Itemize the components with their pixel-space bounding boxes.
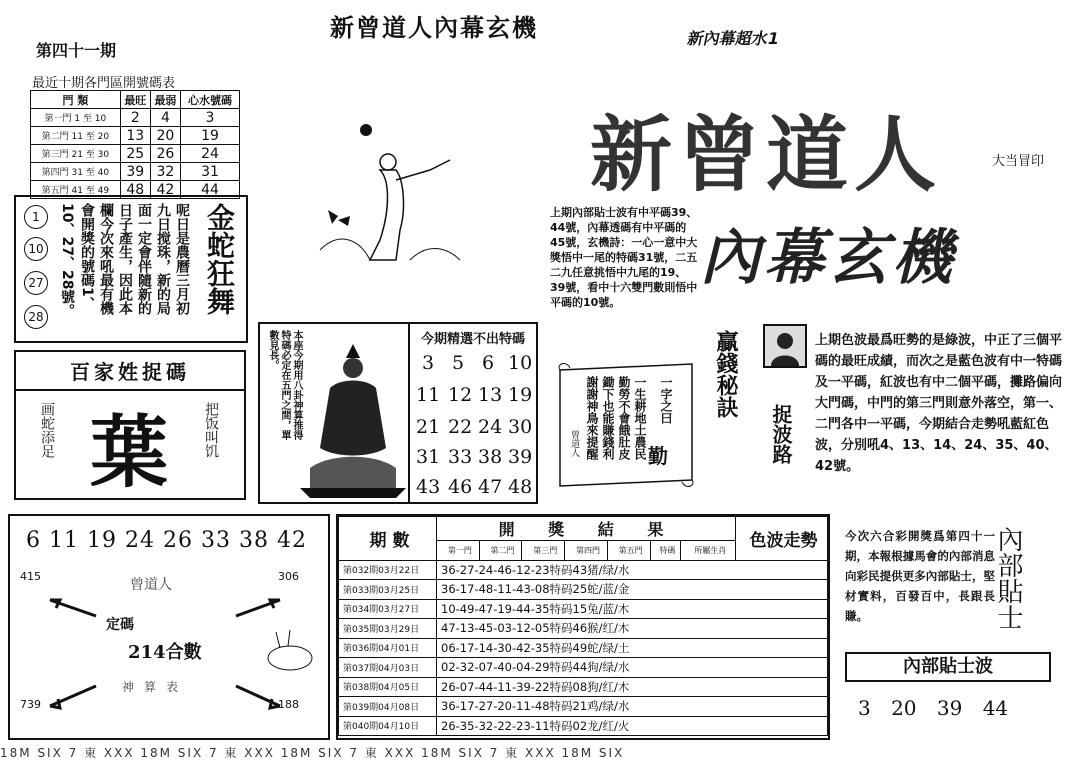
result-cell: 47-13-45-03-12-05特码46猴/红/木 (437, 619, 828, 639)
pick-cell: 44 (181, 181, 240, 199)
period-cell: 第033期03月25日 (339, 580, 437, 600)
recommend-number: 31 (416, 446, 441, 468)
big-title-line1: 新曾道人 (590, 107, 943, 203)
cold-cell: 26 (150, 145, 180, 163)
surname-title: 百家姓捉碼 (16, 356, 244, 391)
header-tag: 新內幕超水1 (685, 29, 781, 48)
catch-wave-label: 捉波路 (769, 404, 793, 464)
trend-header: 色波走勢 (736, 517, 828, 561)
luck-number: 38 (239, 528, 269, 553)
recommend-number: 10 (508, 352, 533, 374)
proverb-line: 謝謝神鳥來提醒 (585, 376, 599, 460)
last10-title: 最近十期各門區開號碼表 (32, 76, 176, 91)
period-cell: 第035期03月29日 (339, 619, 437, 639)
header-cell: 心水號碼 (181, 91, 240, 109)
table-row (31, 163, 240, 181)
header-cell: 最旺 (120, 91, 150, 109)
recommend-box (408, 322, 538, 504)
period-cell: 第040期04月10日 (339, 716, 437, 736)
door-cell: 第二門 11 至 20 (31, 127, 121, 145)
recommend-number: 19 (508, 384, 533, 406)
recommend-number: 21 (416, 416, 441, 438)
recommend-number: 47 (478, 476, 503, 498)
last-period-text: 上期內部貼士波有中平碼39、44號，內幕透碼有中平碼的45號，玄機詩：一心一意中大獎悟中一尾的特碼31號，二五二九任意挑悟中九尾的19、39號，看中十六雙門數則悟中平碼的10號。 (550, 206, 698, 309)
recommend-number: 6 (482, 352, 495, 374)
recommend-number: 39 (508, 446, 533, 468)
result-cell: 36-17-48-11-43-08特码25蛇/蓝/金 (437, 580, 828, 600)
number-line: 10、27、28號。 (59, 203, 75, 318)
proverb-line: 勤勞不會餓肚皮 (617, 376, 631, 460)
column-text: 面一定會伴隨新的 (136, 203, 152, 315)
result-cell: 06-17-14-30-42-35特码49蛇/绿/土 (437, 638, 828, 658)
result-cell: 36-27-24-46-12-23特码43猪/绿/水 (437, 560, 828, 580)
period-cell: 第036期04月01日 (339, 638, 437, 658)
corner-number: 739 (20, 698, 41, 711)
recommend-number: 38 (478, 446, 503, 468)
subheader-cell: 所屬生肖 (681, 541, 736, 561)
recommend-number: 46 (448, 476, 473, 498)
scholar-illustration (300, 110, 470, 280)
big-title-line2: 內幕玄機 (700, 223, 956, 293)
subheader-cell: 第三門 (522, 541, 565, 561)
period-cell: 第038期04月05日 (339, 677, 437, 697)
recommend-number: 22 (448, 416, 473, 438)
result-cell: 10-49-47-19-44-35特码15兔/蓝/木 (437, 599, 828, 619)
table-row (339, 716, 828, 736)
cold-cell: 42 (150, 181, 180, 199)
pick-cell: 19 (181, 127, 240, 145)
side-label: 金蛇狂舞 (203, 203, 236, 315)
left-phrase-a: 画蛇 (39, 402, 55, 430)
cold-cell: 32 (150, 163, 180, 181)
subheader-cell: 第一門 (437, 541, 480, 561)
circle-number-box (14, 195, 248, 343)
recommend-number: 13 (478, 384, 503, 406)
footer-strip: 18M SIX 7 東 XXX 18M SIX 7 東 XXX 18M SIX 7 東 XXX 18M SIX 7 東 XXX 18M SIX (0, 746, 625, 760)
period-header: 期 數 (339, 517, 437, 561)
avatar (763, 324, 807, 368)
deity-illustration (300, 338, 406, 498)
door-cell: 第三門 21 至 30 (31, 145, 121, 163)
period-cell: 第037期04月03日 (339, 658, 437, 678)
hot-cell: 48 (120, 181, 150, 199)
right-phrase (202, 402, 220, 458)
table-row (339, 658, 828, 678)
recommend-number: 33 (448, 446, 473, 468)
hot-cell: 2 (120, 109, 150, 127)
table-row (31, 145, 240, 163)
result-cell: 26-07-44-11-39-22特码08狗/红/木 (437, 677, 828, 697)
sum-label: 214合數 (128, 642, 202, 663)
luck-number: 42 (277, 528, 307, 553)
circle-number: 1 (24, 205, 48, 229)
recommend-number: 3 (422, 352, 435, 374)
bottom-caption: 神算表 (122, 680, 189, 694)
period-cell: 第039期04月08日 (339, 697, 437, 717)
issue-number: 第四十一期 (36, 41, 117, 60)
results-table (338, 516, 828, 736)
recommend-title: 今期精選不出特碼 (420, 332, 525, 347)
luck-number: 33 (201, 528, 231, 553)
recommend-number: 12 (448, 384, 473, 406)
left-phrase-b: 添足 (39, 430, 55, 458)
left-phrase (38, 402, 56, 458)
column-text: 欄今次來吼最有機 (98, 203, 114, 315)
luck-number: 19 (87, 528, 117, 553)
recommend-number: 48 (508, 476, 533, 498)
table-row (339, 697, 828, 717)
recommend-number: 24 (478, 416, 503, 438)
period-cell: 第032期03月22日 (339, 560, 437, 580)
subheader-cell: 第二門 (479, 541, 522, 561)
door-cell: 第五門 41 至 49 (31, 181, 121, 199)
tip-text: 今次六合彩開獎爲第四十一期，本報根據馬會的內部消息向彩民提供更多內部貼士，堅材實料，百發百中，長跟長賺。 (845, 529, 995, 623)
table-row (31, 127, 240, 145)
deity-box (258, 322, 410, 504)
corner-number: 188 (278, 698, 299, 711)
table-row (31, 109, 240, 127)
hot-cell: 13 (120, 127, 150, 145)
pick-cell: 31 (181, 163, 240, 181)
recommend-number: 11 (416, 384, 441, 406)
results-box (336, 514, 830, 740)
circle-number: 28 (24, 305, 48, 329)
color-wave-text: 上期色波最爲旺勢的是綠波，中正了三個平碼的最旺成績，而次之是藍色波有中一特碼及一平碼，紅波也有中二個平碼，攤路偏向大門碼，中門的第三門則意外落空，第一、二門各中一平碼，今期結合走勢吼藍紅色波，分別吼4、13、14、24、35、40、42號。 (815, 333, 1063, 474)
subheader-cell: 特碼 (650, 541, 681, 561)
subheader-cell: 第五門 (607, 541, 650, 561)
pick-cell: 3 (181, 109, 240, 127)
column-text: 呢日是農曆三月初 (174, 203, 190, 315)
column-text: 九日搅珠，新的局 (155, 203, 171, 315)
hot-cell: 25 (120, 145, 150, 163)
header-cell: 最弱 (150, 91, 180, 109)
recommend-number: 43 (416, 476, 441, 498)
page-title: 新曾道人內幕玄機 (330, 13, 538, 42)
luck-number: 24 (125, 528, 155, 553)
luck-box (8, 514, 330, 740)
corner-number: 415 (20, 570, 41, 583)
header-cell: 門 類 (31, 91, 121, 109)
fixed-code-label: 定碼 (106, 617, 134, 633)
surname-char: 葉 (90, 407, 169, 498)
tip-side-label: 內部貼士 (993, 526, 1023, 630)
surname-box (14, 350, 246, 500)
luck-number: 26 (163, 528, 193, 553)
tip-numbers: 3 20 39 44 (858, 696, 1009, 720)
cold-cell: 4 (150, 109, 180, 127)
last10-table (30, 90, 240, 199)
column-text: 日子產生，因此本 (117, 203, 133, 315)
column-text: 會開獎的號碼1、 (79, 203, 95, 311)
deity-text: 本座今期用八卦神算推得特碼必定在五門之間，單數見長。 (267, 330, 302, 440)
results-title: 開 獎 結 果 (437, 517, 736, 541)
pick-cell: 24 (181, 145, 240, 163)
tip-box-title: 內部貼士波 (845, 652, 1051, 682)
proverb-line: 鋤下也能賺錢利 (601, 376, 615, 460)
right-phrase-b: 叫饥 (203, 430, 219, 458)
result-cell: 26-35-32-22-23-11特码02龙/红/火 (437, 716, 828, 736)
period-cell: 第034期03月27日 (339, 599, 437, 619)
luck-number: 6 (26, 528, 41, 553)
result-cell: 02-32-07-40-04-29特码44狗/绿/水 (437, 658, 828, 678)
hot-cell: 39 (120, 163, 150, 181)
proverb-head: 一字之曰 (659, 376, 673, 424)
stamp-label: 大当冒印 (992, 154, 1045, 169)
recommend-number: 5 (452, 352, 465, 374)
luck-number: 11 (49, 528, 79, 553)
corner-number: 306 (278, 570, 299, 583)
right-phrase-a: 把饭 (203, 402, 219, 430)
table-row (339, 677, 828, 697)
table-row (339, 560, 828, 580)
proverb-scroll (556, 360, 696, 490)
circle-number: 10 (24, 237, 48, 261)
recommend-number: 30 (508, 416, 533, 438)
top-caption: 曾道人 (130, 577, 172, 593)
proverb-char: 勤 (648, 444, 668, 468)
proverb-line: 一生耕地土農民 (633, 376, 647, 460)
luck-numbers (26, 528, 307, 553)
door-cell: 第一門 1 至 10 (31, 109, 121, 127)
table-row (339, 638, 828, 658)
proverb-sign: 曾道人 (569, 430, 579, 457)
money-secret-label: 贏錢秘訣 (713, 330, 738, 418)
table-row (339, 580, 828, 600)
subheader-cell: 第四門 (565, 541, 608, 561)
table-row (339, 619, 828, 639)
table-row (339, 599, 828, 619)
result-cell: 36-17-27-20-11-48特码21鸡/绿/水 (437, 697, 828, 717)
cold-cell: 20 (150, 127, 180, 145)
door-cell: 第四門 31 至 40 (31, 163, 121, 181)
circle-number: 27 (24, 271, 48, 295)
